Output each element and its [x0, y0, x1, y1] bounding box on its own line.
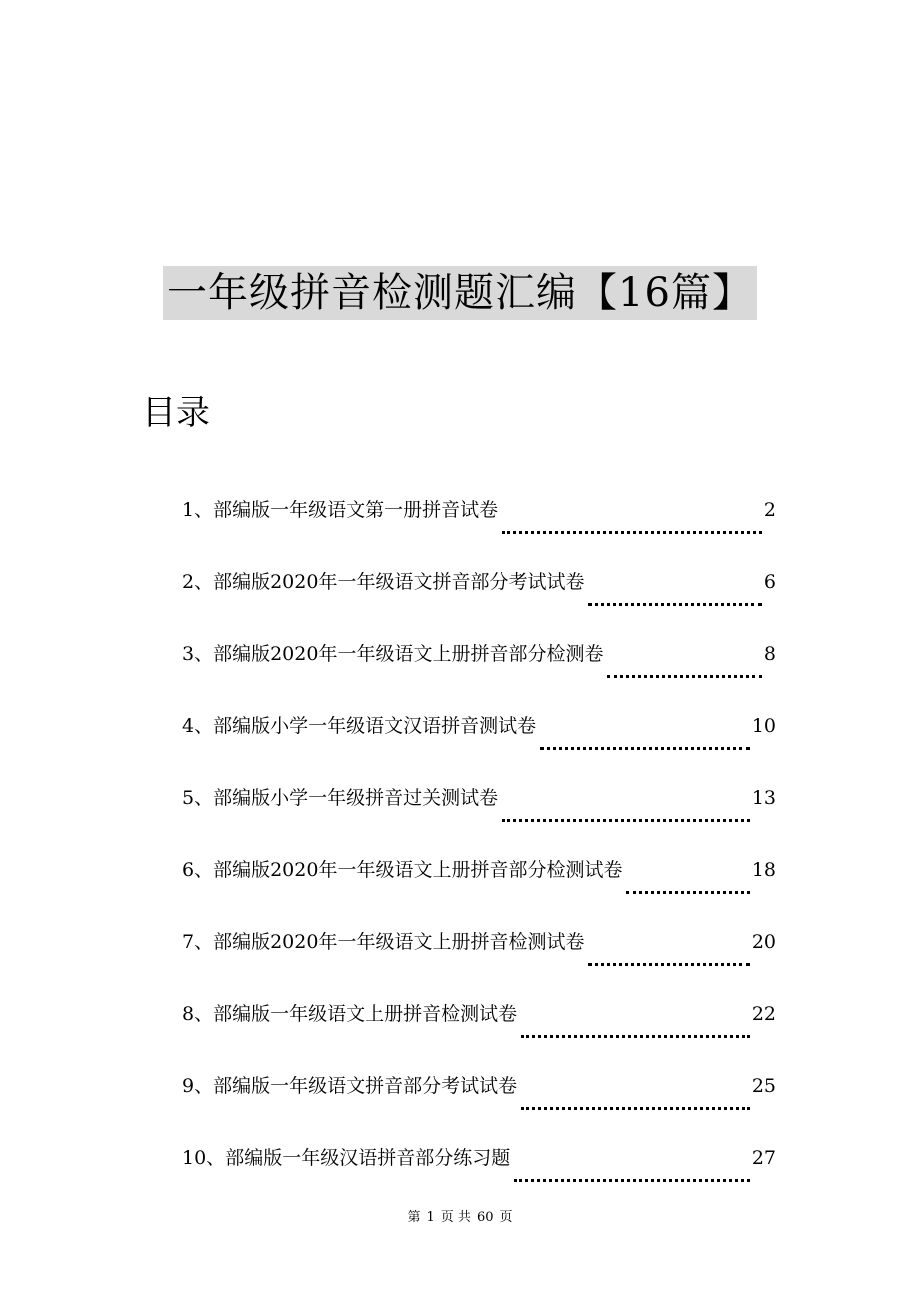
dot-leader [502, 531, 762, 534]
dot-leader [502, 819, 750, 822]
toc-entry-10[interactable] [182, 1138, 776, 1210]
toc-entry-5[interactable] [182, 778, 776, 850]
toc-entry-title: 部编版小学一年级语文汉语拼音测试卷 [213, 715, 537, 737]
title-container [0, 266, 920, 320]
toc-entry-number: 10、 [182, 1147, 226, 1169]
toc-entry-3[interactable] [182, 634, 776, 706]
toc-entry-number: 9、 [182, 1075, 214, 1097]
toc-entry-number: 6、 [182, 859, 214, 881]
footer-prefix: 第 [407, 1210, 421, 1225]
toc-entry-title: 部编版2020年一年级语文上册拼音检测试卷 [213, 931, 585, 953]
toc-entry-9[interactable] [182, 1066, 776, 1138]
toc-entry-title: 部编版一年级汉语拼音部分练习题 [225, 1147, 511, 1169]
table-of-contents [182, 490, 776, 1210]
dot-leader [514, 1179, 750, 1182]
toc-entry-title: 部编版一年级语文拼音部分考试试卷 [213, 1075, 518, 1097]
toc-entry-number: 2、 [182, 571, 214, 593]
toc-entry-1[interactable] [182, 490, 776, 562]
toc-entry-number: 8、 [182, 1003, 214, 1025]
toc-entry-page: 8 [763, 643, 776, 665]
dot-leader [521, 1107, 750, 1110]
toc-entry-number: 3、 [182, 643, 214, 665]
toc-entry-title: 部编版一年级语文上册拼音检测试卷 [213, 1003, 518, 1025]
dot-leader [521, 1035, 750, 1038]
toc-entry-number: 5、 [182, 787, 214, 809]
toc-heading: 目录 [142, 393, 210, 433]
toc-entry-4[interactable] [182, 706, 776, 778]
toc-entry-2[interactable] [182, 562, 776, 634]
toc-entry-page: 6 [763, 571, 776, 593]
footer-middle: 页 共 [440, 1210, 471, 1225]
toc-entry-page: 18 [751, 859, 776, 881]
toc-entry-number: 4、 [182, 715, 214, 737]
toc-entry-8[interactable] [182, 994, 776, 1066]
toc-entry-page: 22 [751, 1003, 776, 1025]
toc-entry-6[interactable] [182, 850, 776, 922]
toc-entry-title: 部编版2020年一年级语文上册拼音部分检测卷 [213, 643, 604, 665]
toc-entry-number: 1、 [182, 499, 214, 521]
toc-entry-title: 部编版2020年一年级语文上册拼音部分检测试卷 [213, 859, 623, 881]
toc-entry-7[interactable] [182, 922, 776, 994]
toc-entry-page: 2 [763, 499, 776, 521]
footer-total-pages: 60 [476, 1210, 494, 1225]
toc-entry-page: 27 [751, 1147, 776, 1169]
toc-entry-page: 25 [751, 1075, 776, 1097]
toc-entry-page: 20 [751, 931, 776, 953]
toc-entry-page: 13 [751, 787, 776, 809]
toc-entry-title: 部编版2020年一年级语文拼音部分考试试卷 [213, 571, 585, 593]
dot-leader [588, 603, 761, 606]
footer-current-page: 1 [426, 1210, 435, 1225]
dot-leader [540, 747, 750, 750]
toc-entry-title: 部编版一年级语文第一册拼音试卷 [213, 499, 499, 521]
dot-leader [626, 891, 749, 894]
page-footer [0, 1208, 920, 1228]
toc-entry-title: 部编版小学一年级拼音过关测试卷 [213, 787, 499, 809]
toc-entry-page: 10 [751, 715, 776, 737]
dot-leader [588, 963, 749, 966]
toc-entry-number: 7、 [182, 931, 214, 953]
dot-leader [607, 675, 761, 678]
footer-suffix: 页 [499, 1210, 513, 1225]
document-title: 一年级拼音检测题汇编【16篇】 [163, 266, 757, 320]
